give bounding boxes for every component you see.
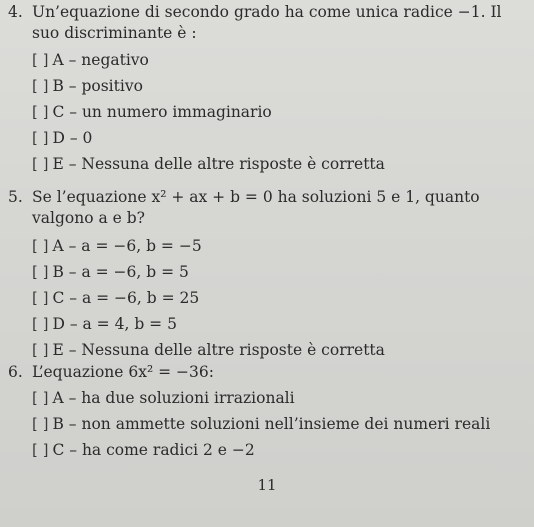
answer-text: B – a = −6, b = 5 (52, 263, 189, 281)
answer-text: B – non ammette soluzioni nell’insieme dei numeri reali (52, 415, 491, 433)
question-text: Un’equazione di secondo grado ha come unica radice −1. Il suo discriminante è : (32, 3, 502, 42)
answer-text: A – ha due soluzioni irrazionali (52, 389, 295, 407)
checkbox[interactable]: [ ] (32, 441, 49, 459)
checkbox[interactable]: [ ] (32, 51, 49, 69)
answer-option[interactable] (32, 385, 527, 411)
answer-option[interactable] (32, 233, 527, 259)
question-4-prompt (8, 2, 527, 44)
answer-option[interactable] (32, 151, 527, 177)
answer-option[interactable] (32, 285, 527, 311)
checkbox[interactable]: [ ] (32, 341, 49, 359)
question-6 (8, 362, 527, 463)
question-5 (8, 187, 527, 363)
question-5-prompt (8, 187, 527, 229)
page-number: 11 (257, 476, 277, 494)
checkbox[interactable]: [ ] (32, 237, 49, 255)
question-number: 6. (8, 363, 23, 381)
question-text: L’equazione 6x² = −36: (32, 363, 214, 381)
checkbox[interactable]: [ ] (32, 129, 49, 147)
answer-text: E – Nessuna delle altre risposte è corretta (52, 341, 385, 359)
checkbox[interactable]: [ ] (32, 289, 49, 307)
answer-text: E – Nessuna delle altre risposte è corretta (52, 155, 385, 173)
answer-options (32, 385, 527, 463)
answer-option[interactable] (32, 437, 527, 463)
answer-text: C – a = −6, b = 25 (52, 289, 200, 307)
answer-text: D – a = 4, b = 5 (52, 315, 177, 333)
answer-options (32, 47, 527, 177)
answer-options (32, 233, 527, 363)
answer-option[interactable] (32, 47, 527, 73)
answer-option[interactable] (32, 99, 527, 125)
checkbox[interactable]: [ ] (32, 415, 49, 433)
answer-text: B – positivo (52, 77, 143, 95)
answer-option[interactable] (32, 337, 527, 363)
question-4 (8, 2, 527, 177)
answer-option[interactable] (32, 73, 527, 99)
answer-option[interactable] (32, 125, 527, 151)
answer-text: A – negativo (52, 51, 149, 69)
answer-option[interactable] (32, 411, 527, 437)
answer-option[interactable] (32, 311, 527, 337)
checkbox[interactable]: [ ] (32, 155, 49, 173)
answer-text: A – a = −6, b = −5 (52, 237, 202, 255)
answer-option[interactable] (32, 259, 527, 285)
question-number: 4. (8, 3, 23, 21)
answer-text: D – 0 (52, 129, 93, 147)
checkbox[interactable]: [ ] (32, 77, 49, 95)
question-number: 5. (8, 188, 23, 206)
checkbox[interactable]: [ ] (32, 263, 49, 281)
question-6-prompt (8, 362, 527, 383)
checkbox[interactable]: [ ] (32, 315, 49, 333)
checkbox[interactable]: [ ] (32, 103, 49, 121)
answer-text: C – ha come radici 2 e −2 (52, 441, 255, 459)
checkbox[interactable]: [ ] (32, 389, 49, 407)
answer-text: C – un numero immaginario (52, 103, 272, 121)
question-text: Se l’equazione x² + ax + b = 0 ha soluzioni 5 e 1, quanto valgono a e b? (32, 188, 480, 227)
